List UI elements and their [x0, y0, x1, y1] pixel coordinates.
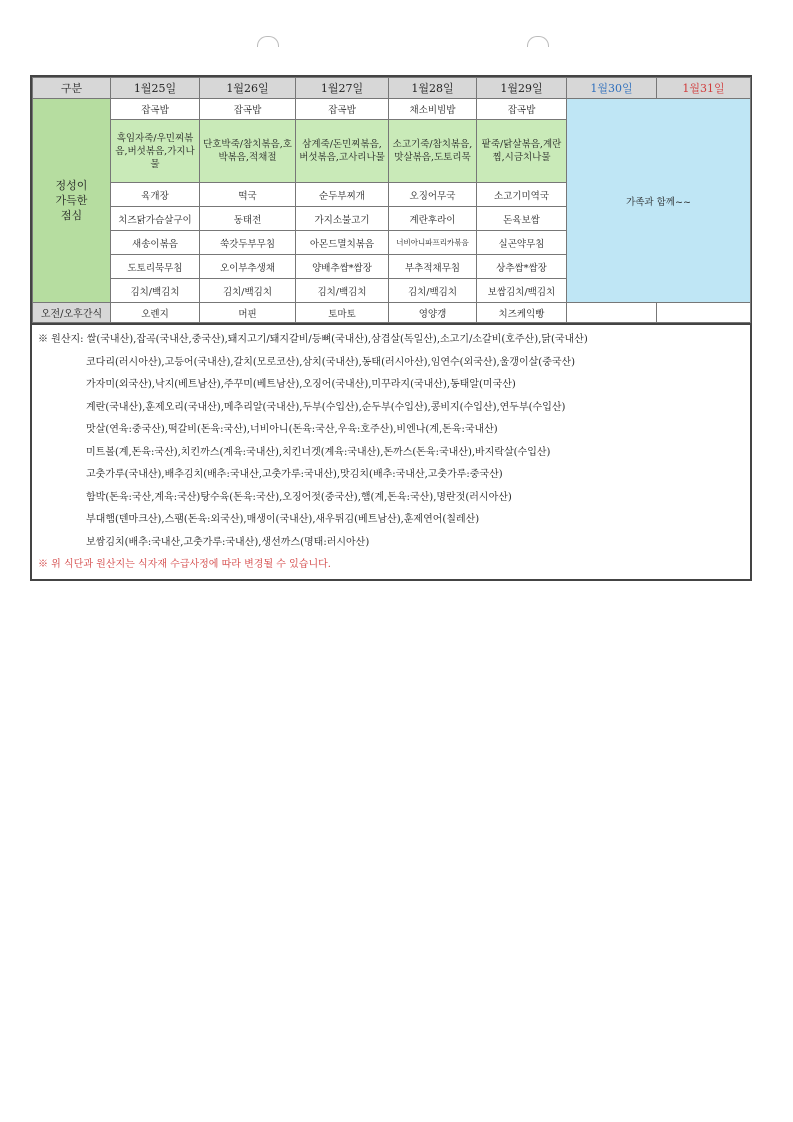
snack-row: [33, 303, 751, 323]
origin-line: 코다리(러시아산),고등어(국내산),갈치(모로코산),삼치(국내산),동태(러시아산),임연수(외국산),울갱이살(중국산): [86, 356, 576, 368]
dish-cell: 소고기미역국: [477, 183, 567, 207]
day-header: 1월26일: [200, 78, 296, 99]
dish-cell: 치즈닭가슴살구이: [111, 207, 200, 231]
day-header: 1월29일: [477, 78, 567, 99]
dish-cell: 새송이볶음: [111, 231, 200, 255]
dish-cell: 순두부찌개: [296, 183, 389, 207]
origin-line: 미트볼(계,돈육:국산),치킨까스(계육:국내산),치킨너겟(계육:국내산),돈까스(돈육:국내산),바지락살(수입산): [86, 446, 551, 458]
dish-cell: 부추적채무침: [389, 255, 477, 279]
weekend-cell: 가족과 함께~~: [567, 99, 751, 303]
main-dish-cell: 삼계죽/돈민찌볶음,버섯볶음,고사리나물: [296, 120, 389, 183]
origin-line: 가자미(외국산),낙지(베트남산),주꾸미(베트남산),오징어(국내산),미꾸라지(국내산),동태알(미국산): [86, 379, 516, 390]
punch-hole-left: [257, 36, 279, 47]
lunch-label: [33, 99, 111, 303]
dish-cell: 양배추쌈*쌈장: [296, 255, 389, 279]
main-dish-cell: 팥죽/닭살볶음,계란찜,시금치나물: [477, 120, 567, 183]
dish-cell: 오징어무국: [389, 183, 477, 207]
dish-cell: 김치/백김치: [111, 279, 200, 303]
lunch-label-line: 가득한: [55, 194, 88, 207]
origin-line: 함박(돈육:국산,계육:국산)탕수육(돈육:국산),오징어젓(중국산),햄(계,돈육:국산),명란젓(러시아산): [86, 491, 512, 503]
rice-cell: 잡곡밥: [296, 99, 389, 120]
rice-cell: 채소비빔밥: [389, 99, 477, 120]
rice-row: [33, 99, 751, 120]
dish-cell: 떡국: [200, 183, 296, 207]
dish-cell: 김치/백김치: [200, 279, 296, 303]
header-row: [33, 78, 751, 99]
dish-cell: 도토리묵무침: [111, 255, 200, 279]
rice-cell: 잡곡밥: [111, 99, 200, 120]
dish-cell: 돈육보쌈: [477, 207, 567, 231]
lunch-label-line: 정성이: [55, 179, 88, 192]
dish-cell: 동태전: [200, 207, 296, 231]
dish-cell: 보쌈김치/백김치: [477, 279, 567, 303]
rice-cell: 잡곡밥: [477, 99, 567, 120]
sunday-header: 1월31일: [657, 78, 751, 99]
snack-cell: 영양갱: [389, 303, 477, 323]
origin-notes: [32, 323, 750, 579]
snack-cell: 치즈케익빵: [477, 303, 567, 323]
dish-cell: 오이부추생채: [200, 255, 296, 279]
day-header: 1월25일: [111, 78, 200, 99]
snack-cell: 오렌지: [111, 303, 200, 323]
menu-table: [32, 77, 751, 323]
snack-cell: 머핀: [200, 303, 296, 323]
snack-label: 오전/오후간식: [33, 303, 111, 323]
dish-cell: 김치/백김치: [389, 279, 477, 303]
day-header: 1월27일: [296, 78, 389, 99]
main-dish-cell: 소고기죽/참치볶음,맛살볶음,도토리묵: [389, 120, 477, 183]
dish-cell: 쑥갓두부무침: [200, 231, 296, 255]
origin-line: 보쌈김치(배추:국내산,고춧가루:국내산),생선까스(명태:러시아산): [86, 536, 370, 548]
lunch-label-line: 점심: [60, 209, 83, 222]
meal-plan-sheet: [30, 75, 752, 581]
dish-cell: 계란후라이: [389, 207, 477, 231]
rice-cell: 잡곡밥: [200, 99, 296, 120]
origin-line: 부대햄(덴마크산),스팸(돈육:외국산),매생이(국내산),새우튀김(베트남산),훈제연어(칠레산): [86, 514, 480, 525]
snack-cell-empty: [657, 303, 751, 323]
origin-line: 맛살(연육:중국산),떡갈비(돈육:국산),너비아니(돈육:국산,우육:호주산),비엔나(계,돈육:국내산): [86, 424, 498, 435]
change-warning: ※ 위 식단과 원산지는 식자재 수급사정에 따라 변경될 수 있습니다.: [38, 559, 331, 570]
dish-cell: 육개장: [111, 183, 200, 207]
origin-line: ※ 원산지: 쌀(국내산),잡곡(국내산,중국산),돼지고기/돼지갈비/등뼈(국내산),삼겹살(독일산),소고기/소갈비(호주산),닭(국내산): [38, 334, 588, 345]
saturday-header: 1월30일: [567, 78, 657, 99]
punch-hole-right: [527, 36, 549, 47]
origin-line: 계란(국내산),훈제오리(국내산),메추리알(국내산),두부(수입산),순두부(수입산),콩비지(수입산),연두부(수입산): [86, 401, 566, 413]
category-header: 구분: [33, 78, 111, 99]
snack-cell: 토마토: [296, 303, 389, 323]
dish-cell: 너비아니파프리카볶음: [389, 231, 477, 255]
dish-cell: 아몬드멸치볶음: [296, 231, 389, 255]
dish-cell: 실곤약무침: [477, 231, 567, 255]
main-dish-cell: 단호박죽/참치볶음,호박볶음,적채절: [200, 120, 296, 183]
dish-cell: 가지소불고기: [296, 207, 389, 231]
dish-cell: 상추쌈*쌈장: [477, 255, 567, 279]
dish-cell: 김치/백김치: [296, 279, 389, 303]
main-dish-cell: 흑임자죽/우민찌볶음,버섯볶음,가지나물: [111, 120, 200, 183]
origin-line: 고춧가루(국내산),배추김치(배추:국내산,고춧가루:국내산),맛김치(배추:국내산,고춧가루:중국산): [86, 469, 503, 480]
day-header: 1월28일: [389, 78, 477, 99]
snack-cell-empty: [567, 303, 657, 323]
